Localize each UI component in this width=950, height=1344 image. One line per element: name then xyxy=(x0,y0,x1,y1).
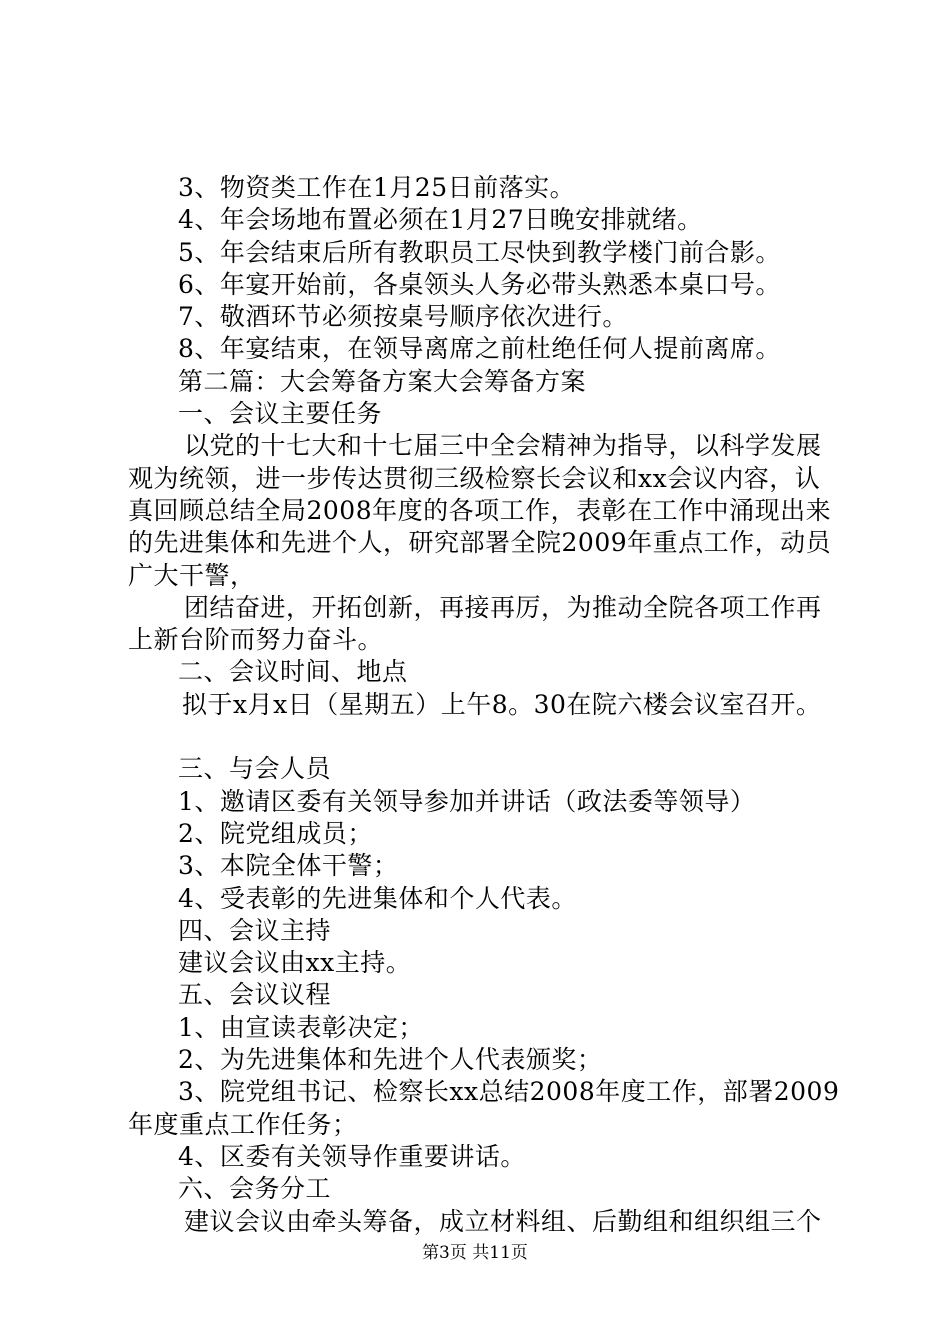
text-line: 6、年宴开始前，各桌领头人务必带头熟悉本桌口号。 xyxy=(178,269,781,299)
text-line: 2、院党组成员； xyxy=(178,818,373,848)
paragraph-line: 真回顾总结全局2008年度的各项工作，表彰在工作中涌现出来 xyxy=(128,495,832,525)
paragraph-line: 团结奋进，开拓创新，再接再厉，为推动全院各项工作再 xyxy=(184,592,822,622)
paragraph-line: 上新台阶而努力奋斗。 xyxy=(128,625,384,655)
text-line: 4、区委有关领导作重要讲话。 xyxy=(178,1141,526,1171)
text-line: 8、年宴结束，在领导离席之前杜绝任何人提前离席。 xyxy=(178,334,781,364)
document-body xyxy=(128,172,838,1238)
text-line: 1、邀请区委有关领导参加并讲话（政法委等领导） xyxy=(178,786,756,816)
paragraph-line: 的先进集体和先进个人，研究部署全院2009年重点工作，动员 xyxy=(128,528,832,558)
section-heading: 三、与会人员 xyxy=(178,754,332,784)
text-line: 1、由宣读表彰决定； xyxy=(178,1012,424,1042)
text-line: 建议会议由xx主持。 xyxy=(178,948,412,978)
paragraph-line: 以党的十七大和十七届三中全会精神为指导，以科学发展 xyxy=(184,431,822,461)
paragraph-line: 观为统领，进一步传达贯彻三级检察长会议和xx会议内容，认 xyxy=(128,463,821,493)
text-line: 2、为先进集体和先进个人代表颁奖； xyxy=(178,1045,603,1075)
text-line: 3、物资类工作在1月25日前落实。 xyxy=(178,173,576,202)
page-footer xyxy=(0,1242,950,1264)
section-heading: 第二篇：大会筹备方案大会筹备方案 xyxy=(178,366,587,396)
paragraph-line: 广大干警， xyxy=(128,560,256,590)
text-line: 3、本院全体干警； xyxy=(178,851,399,881)
text-line: 4、年会场地布置必须在1月27日晚安排就绪。 xyxy=(178,205,703,235)
section-heading: 六、会务分工 xyxy=(178,1174,332,1204)
section-heading: 二、会议时间、地点 xyxy=(178,657,408,687)
section-heading: 四、会议主持 xyxy=(178,915,332,945)
page-number: 第3页 共11页 xyxy=(422,1243,528,1263)
paragraph-line: 拟于x月x日（星期五）上午8。30在院六楼会议室召开。 xyxy=(182,689,822,719)
text-line: 7、敬酒环节必须按桌号顺序依次进行。 xyxy=(178,302,628,332)
paragraph-line: 3、院党组书记、检察长xx总结2008年度工作，部署2009 xyxy=(178,1077,840,1107)
text-line: 5、年会结束后所有教职员工尽快到教学楼门前合影。 xyxy=(178,237,781,267)
section-heading: 五、会议议程 xyxy=(178,980,332,1010)
blank-line xyxy=(128,721,838,753)
text-line: 4、受表彰的先进集体和个人代表。 xyxy=(178,883,577,913)
paragraph-line: 年度重点工作任务； xyxy=(128,1109,358,1139)
paragraph-line: 建议会议由牵头筹备，成立材料组、后勤组和组织组三个 xyxy=(184,1206,822,1236)
section-heading: 一、会议主要任务 xyxy=(178,399,383,429)
